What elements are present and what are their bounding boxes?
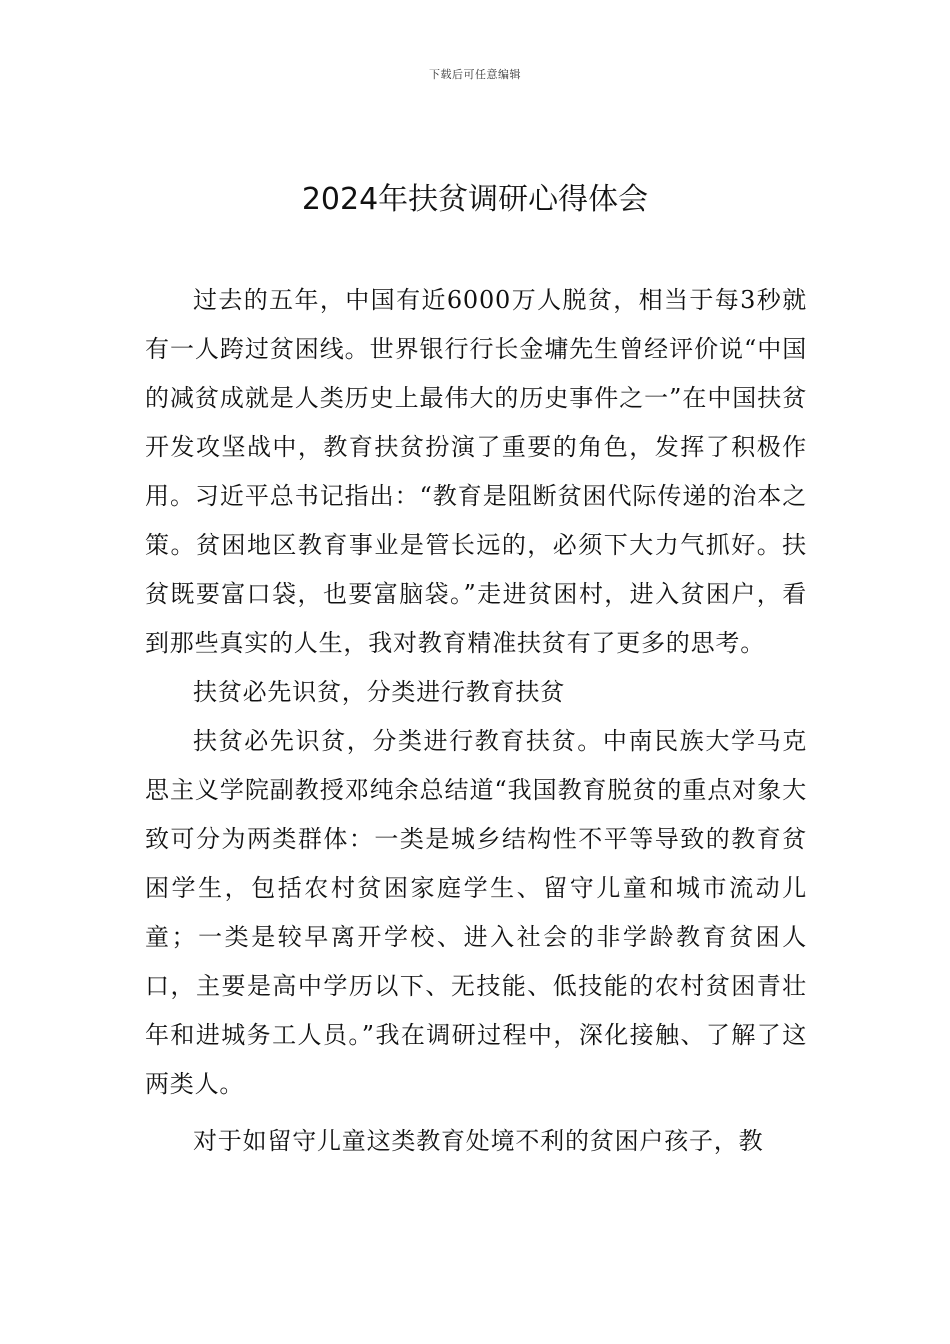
document-body bbox=[145, 276, 807, 1166]
header-note: 下载后可任意编辑 bbox=[429, 68, 521, 81]
paragraph: 扶贫必先识贫，分类进行教育扶贫。中南民族大学马克思主义学院副教授邓纯余总结道“我国教育脱贫的重点对象大致可分为两类群体：一类是城乡结构性不平等导致的教育贫困学生，包括农村贫困家庭学生、留守儿童和城市流动儿童；一类是较早离开学校、进入社会的非学龄教育贫困人口，主要是高中学历以下、无技能、低技能的农村贫困青壮年和进城务工人员。”我在调研过程中，深化接触、了解了这两类人。 bbox=[145, 727, 807, 1098]
section-heading: 扶贫必先识贫，分类进行教育扶贫 bbox=[193, 678, 565, 706]
document-title: 2024年扶贫调研心得体会 bbox=[301, 182, 649, 217]
paragraph: 过去的五年，中国有近6000万人脱贫，相当于每3秒就有一人跨过贫困线。世界银行行长金墉先生曾经评价说“中国的减贫成就是人类历史上最伟大的历史事件之一”在中国扶贫开发攻坚战中，教育扶贫扮演了重要的角色，发挥了积极作用。习近平总书记指出：“教育是阻断贫困代际传递的治本之策。贫困地区教育事业是管长远的，必须下大力气抓好。扶贫既要富口袋，也要富脑袋。”走进贫困村，进入贫困户，看到那些真实的人生，我对教育精准扶贫有了更多的思考。 bbox=[145, 286, 807, 657]
paragraph: 对于如留守儿童这类教育处境不利的贫困户孩子，教 bbox=[193, 1127, 764, 1155]
